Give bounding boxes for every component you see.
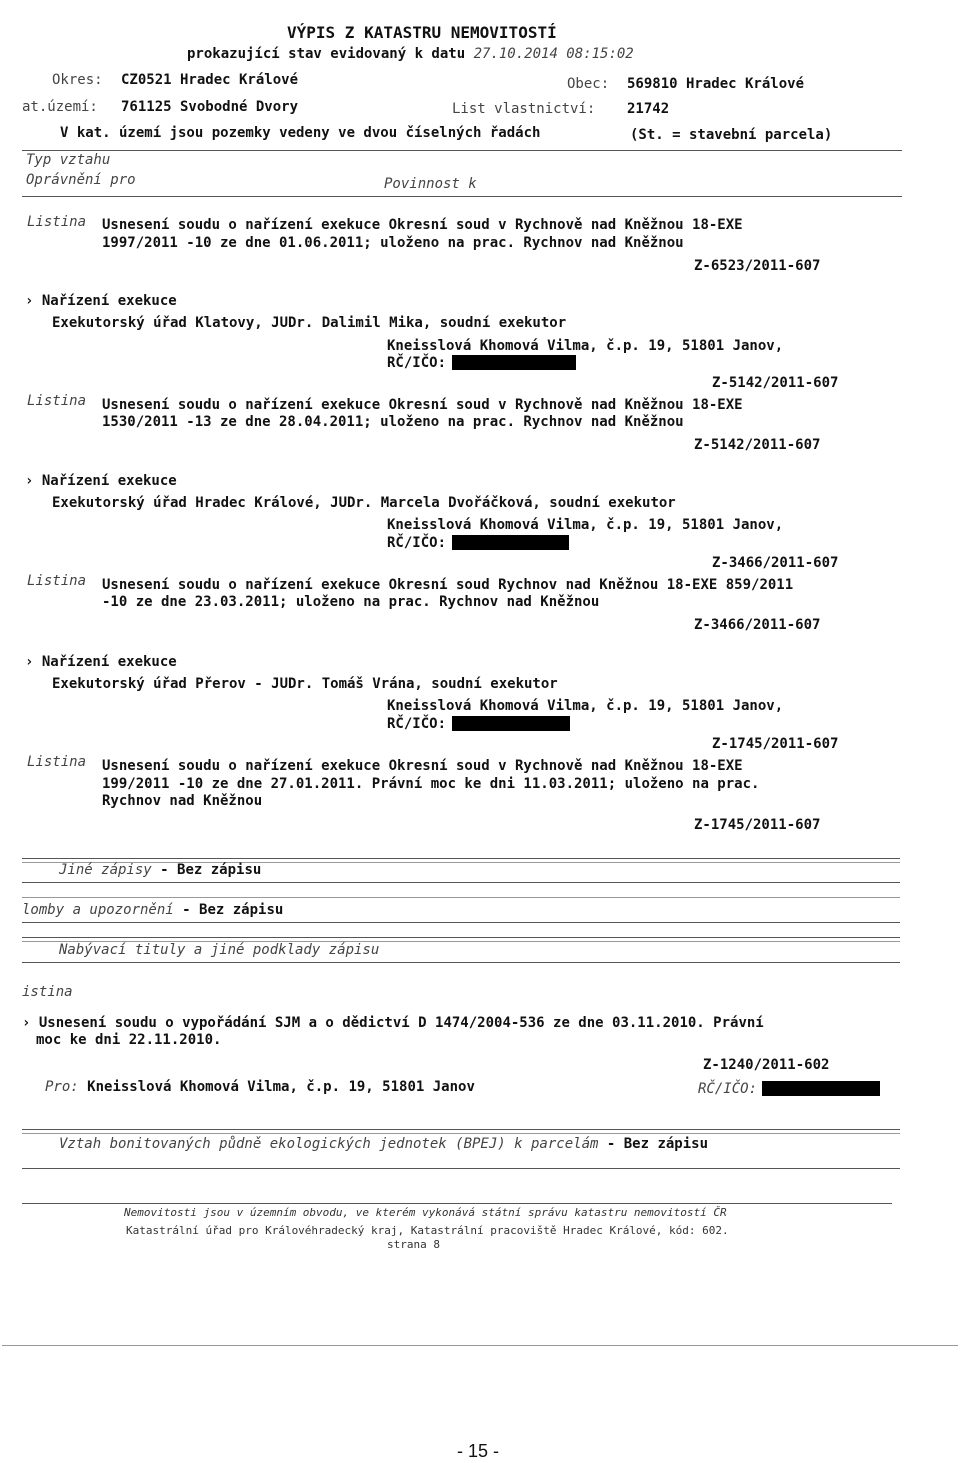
entry-heading: › Nařízení exekuce <box>25 293 177 309</box>
document-title: VÝPIS Z KATASTRU NEMOVITOSTÍ <box>287 23 557 42</box>
plomby-value: - Bez zápisu <box>182 902 284 918</box>
divider <box>22 1129 900 1130</box>
katuzemi-value: 761125 Svobodné Dvory <box>121 99 299 115</box>
pro-row <box>45 1079 475 1096</box>
lv-label: List vlastnictví: <box>452 101 596 117</box>
jine-zapisy-value: - Bez zápisu <box>160 862 262 878</box>
rady-legend: (St. = stavební parcela) <box>630 127 833 143</box>
istina-line: › Usnesení soudu o vypořádání SJM a o dědictví D 1474/2004-536 ze dne 03.11.2010. Právní <box>22 1015 764 1031</box>
divider <box>22 882 900 883</box>
listina-label: Listina <box>27 393 87 409</box>
entry-ref: Z-1745/2011-607 <box>712 736 839 752</box>
listina-line: Rychnov nad Kněžnou <box>102 793 263 809</box>
document-subtitle <box>187 46 634 63</box>
povinnost-text: Kneisslová Khomová Vilma, č.p. 19, 51801 Janov, <box>387 698 784 714</box>
bpej-row <box>59 1136 708 1153</box>
divider <box>22 937 900 938</box>
subtitle-prefix: prokazující stav evidovaný k datu <box>187 46 466 62</box>
listina-line: Usnesení soudu o nařízení exekuce Okresní soud v Rychnově nad Kněžnou 18-EXE <box>102 397 743 413</box>
istina-ref: Z-1240/2011-602 <box>703 1057 830 1073</box>
redacted-block <box>762 1081 880 1096</box>
listina-line: Usnesení soudu o nařízení exekuce Okresní soud Rychnov nad Kněžnou 18-EXE 859/2011 <box>102 577 794 593</box>
col-povinnost-k: Povinnost k <box>384 176 477 192</box>
obec-label: Obec: <box>567 76 610 92</box>
listina-line: 1997/2011 -10 ze dne 01.06.2011; uloženo na prac. Rychnov nad Kněžnou <box>102 235 684 251</box>
okres-label: Okres: <box>52 72 103 88</box>
footer-line1: Nemovitosti jsou v územním obvodu, ve kterém vykonává státní správu katastru nemovitostí ČR <box>124 1206 727 1219</box>
footer-line2: Katastrální úřad pro Královéhradecký kraj, Katastrální pracoviště Hradec Králové, kód: 602. <box>126 1224 729 1237</box>
bpej-value: - Bez zápisu <box>606 1136 709 1152</box>
redacted-block <box>452 355 576 370</box>
listina-ref: Z-3466/2011-607 <box>694 617 821 633</box>
listina-line: 199/2011 -10 ze dne 27.01.2011. Právní moc ke dni 11.03.2011; uloženo na prac. <box>102 776 760 792</box>
istina-line: moc ke dni 22.11.2010. <box>36 1032 222 1048</box>
rc-label: RČ/IČO: <box>387 355 447 371</box>
divider <box>22 196 902 197</box>
entry-heading: › Nařízení exekuce <box>25 473 177 489</box>
col-typ-vztahu: Typ vztahu <box>26 152 111 168</box>
istina-label: istina <box>22 984 73 1000</box>
divider <box>22 897 900 898</box>
listina-line: -10 ze dne 23.03.2011; uloženo na prac. Rychnov nad Kněžnou <box>102 594 600 610</box>
povinnost-text: Kneisslová Khomová Vilma, č.p. 19, 51801 Janov, <box>387 338 784 354</box>
katuzemi-label: at.území: <box>22 99 98 115</box>
footer-page: strana 8 <box>387 1238 440 1251</box>
listina-line: Usnesení soudu o nařízení exekuce Okresní soud v Rychnově nad Kněžnou 18-EXE <box>102 758 743 774</box>
entry-ref: Z-3466/2011-607 <box>712 555 839 571</box>
rc-label: RČ/IČO: <box>698 1081 758 1097</box>
listina-line: 1530/2011 -13 ze dne 28.04.2011; uloženo na prac. Rychnov nad Kněžnou <box>102 414 684 430</box>
subtitle-date: 27.10.2014 08:15:02 <box>473 46 634 62</box>
entry-heading: › Nařízení exekuce <box>25 654 177 670</box>
divider <box>22 962 900 963</box>
nabyvaci-label: Nabývací tituly a jiné podklady zápisu <box>59 942 380 958</box>
pro-value: Kneisslová Khomová Vilma, č.p. 19, 51801 Janov <box>87 1079 475 1095</box>
divider <box>22 1168 900 1169</box>
divider <box>22 922 900 923</box>
opravneni-text: Exekutorský úřad Klatovy, JUDr. Dalimil Mika, soudní exekutor <box>52 315 567 331</box>
divider <box>22 150 902 151</box>
povinnost-text: Kneisslová Khomová Vilma, č.p. 19, 51801 Janov, <box>387 517 784 533</box>
listina-line: Usnesení soudu o nařízení exekuce Okresní soud v Rychnově nad Kněžnou 18-EXE <box>102 217 743 233</box>
jine-zapisy-label: Jiné zápisy <box>59 862 152 878</box>
page-number: - 15 - <box>457 1441 500 1461</box>
listina-ref: Z-1745/2011-607 <box>694 817 821 833</box>
entry-ref: Z-5142/2011-607 <box>712 375 839 391</box>
redacted-block <box>452 535 569 550</box>
divider <box>22 1133 900 1134</box>
pro-label: Pro: <box>45 1079 79 1095</box>
rc-label: RČ/IČO: <box>387 716 447 732</box>
plomby-row <box>22 902 283 919</box>
okres-value: CZ0521 Hradec Králové <box>121 72 299 88</box>
rady-note: V kat. území jsou pozemky vedeny ve dvou číselných řadách <box>60 125 541 141</box>
divider <box>22 858 900 859</box>
col-opravneni-pro: Oprávnění pro <box>26 172 136 188</box>
obec-value: 569810 Hradec Králové <box>627 76 805 92</box>
listina-label: Listina <box>27 754 87 770</box>
redacted-block <box>452 716 570 731</box>
rc-label: RČ/IČO: <box>387 535 447 551</box>
listina-ref: Z-5142/2011-607 <box>694 437 821 453</box>
lv-value: 21742 <box>627 101 670 117</box>
page-edge <box>2 1345 958 1346</box>
bpej-label: Vztah bonitovaných půdně ekologických jednotek (BPEJ) k parcelám <box>59 1136 599 1152</box>
opravneni-text: Exekutorský úřad Přerov - JUDr. Tomáš Vrána, soudní exekutor <box>52 676 558 692</box>
listina-label: Listina <box>27 573 87 589</box>
listina-label: Listina <box>27 214 87 230</box>
jine-zapisy-row <box>59 862 261 879</box>
opravneni-text: Exekutorský úřad Hradec Králové, JUDr. Marcela Dvořáčková, soudní exekutor <box>52 495 676 511</box>
divider <box>22 1203 892 1204</box>
plomby-label: lomby a upozornění <box>22 902 174 918</box>
listina-ref: Z-6523/2011-607 <box>694 258 821 274</box>
